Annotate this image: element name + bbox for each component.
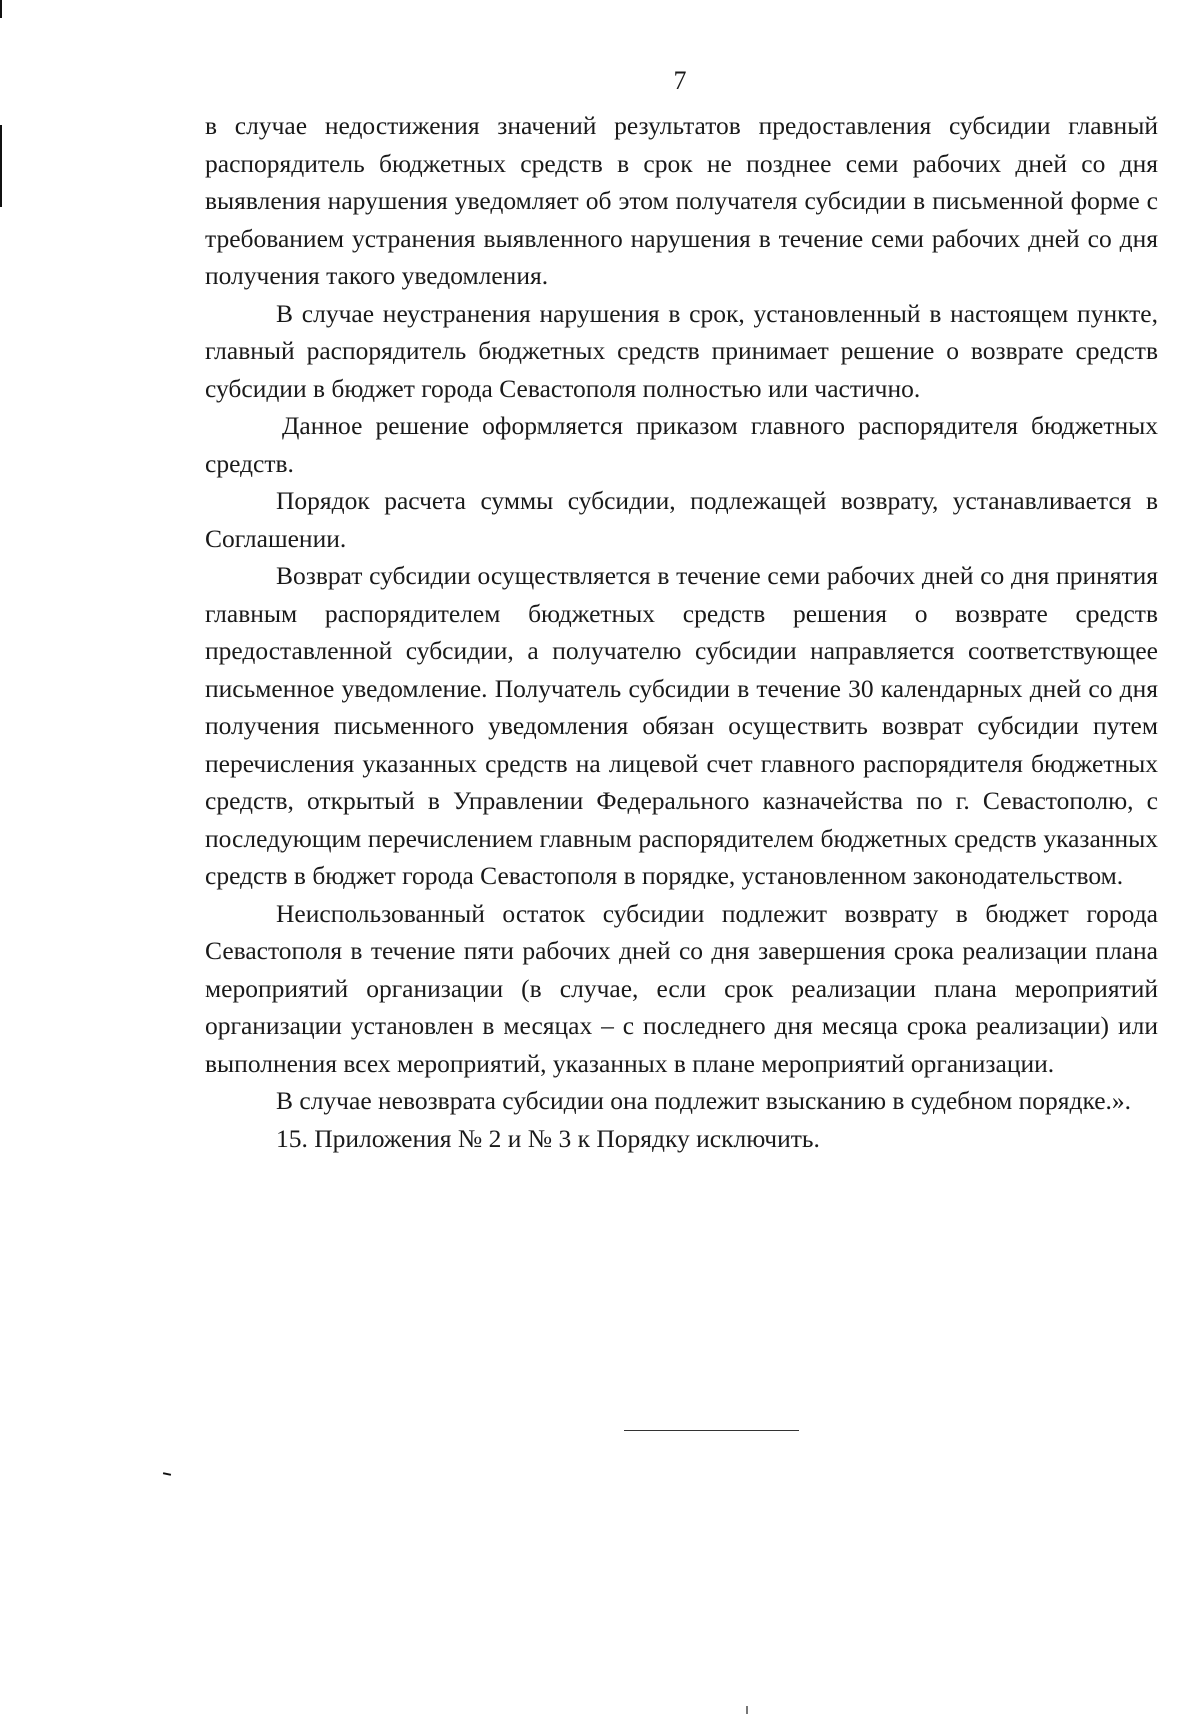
scan-edge-mark: [0, 0, 2, 18]
scan-speck: [163, 1472, 171, 1476]
scan-edge-mark: [0, 125, 2, 207]
page-number: 7: [673, 66, 687, 95]
paragraph: 15. Приложения № 2 и № 3 к Порядку исключить.: [276, 1123, 820, 1153]
paragraph: Возврат субсидии осуществляется в течение семи рабочих дней со дня принятия главным распорядителем бюджетных средств решения о возврате средств предоставленной субсидии, а получателю субсидии направляется соответствующее письменное уведомление. Получатель субсидии в течение 30 календарных дней со дня получения письменного уведомления обязан осуществить возврат субсидии путем перечисления указанных средств на лицевой счет главного распорядителя бюджетных средств, открытый в Управлении Федерального казначейства по г. Севастополю, с последующим перечислением главным распорядителем бюджетных средств указанных средств в бюджет города Севастополя в порядке, установленном законодательством.: [205, 561, 1158, 890]
end-of-document-rule: [624, 1430, 799, 1431]
paragraph: Данное решение оформляется приказом главного распорядителя бюджетных средств.: [205, 411, 1158, 478]
paragraph: Неиспользованный остаток субсидии подлежит возврату в бюджет города Севастополя в течение пяти рабочих дней со дня завершения срока реализации плана мероприятий организации (в случае, если срок реализации плана мероприятий организации установлен в месяцах – с последнего дня месяца срока реализации) или выполнения всех мероприятий, указанных в плане мероприятий организации.: [205, 898, 1158, 1078]
paragraph: В случае невозврата субсидии она подлежит взысканию в судебном порядке.».: [276, 1086, 1132, 1115]
paragraph: Порядок расчета суммы субсидии, подлежащей возврату, устанавливается в Соглашении.: [205, 486, 1158, 553]
paragraph: В случае неустранения нарушения в срок, установленный в настоящем пункте, главный распорядитель бюджетных средств принимает решение о возврате средств субсидии в бюджет города Севастополя полностью или частично.: [205, 298, 1158, 403]
scan-speck: [746, 1706, 748, 1714]
paragraph: в случае недостижения значений результатов предоставления субсидии главный распорядитель бюджетных средств в срок не позднее семи рабочих дней со дня выявления нарушения уведомляет об этом получателя субсидии в письменной форме с требованием устранения выявленного нарушения в течение семи рабочих дней со дня получения такого уведомления.: [205, 111, 1158, 290]
document-body: [205, 107, 1158, 1157]
